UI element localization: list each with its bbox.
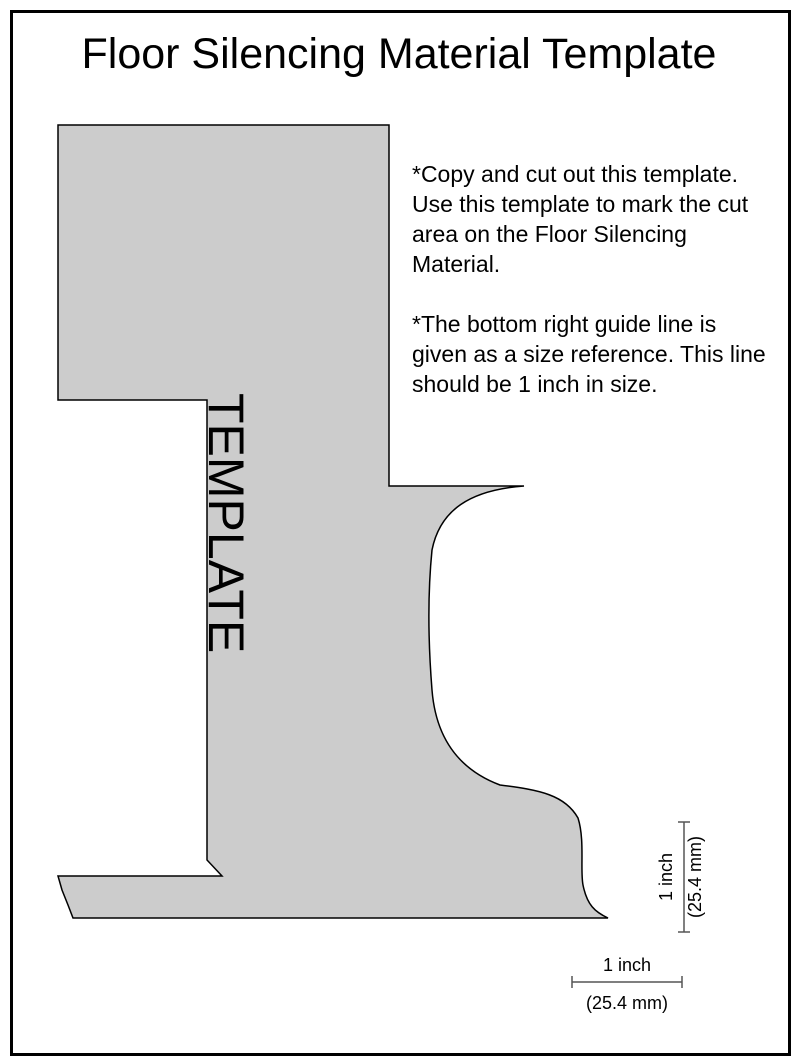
instructions-paragraph-2: *The bottom right guide line is given as a size reference. This line should be 1 inch in size.	[412, 311, 766, 397]
instructions-block	[412, 159, 772, 429]
page-title: Floor Silencing Material Template	[81, 30, 717, 78]
instructions-paragraph-1: *Copy and cut out this template. Use this template to mark the cut area on the Floor Silencing Material.	[412, 161, 749, 277]
horizontal-guide-label: 1 inch	[602, 955, 652, 975]
template-label: TEMPLATE	[198, 393, 254, 654]
horizontal-guide-metric: (25.4 mm)	[585, 993, 668, 1013]
horizontal-guide-line	[572, 976, 682, 988]
vertical-guide-label: 1 inch	[656, 852, 676, 902]
vertical-guide-metric: (25.4 mm)	[685, 836, 705, 919]
